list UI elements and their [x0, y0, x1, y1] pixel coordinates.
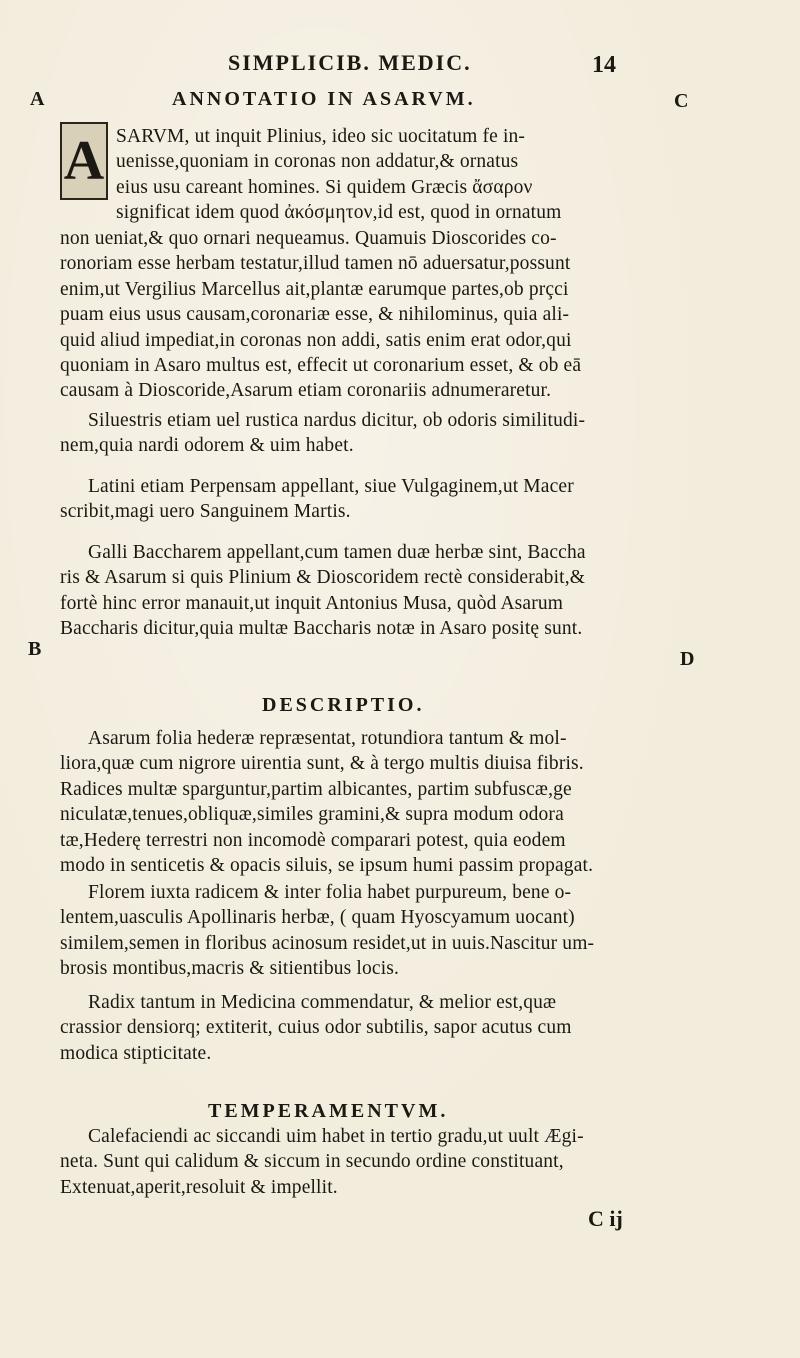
text-line: Florem iuxta radicem & inter folia habet purpureum, bene o- — [88, 882, 572, 903]
margin-letter-b: B — [28, 638, 42, 660]
decorated-initial: A — [60, 122, 108, 200]
margin-letter-a: A — [30, 88, 45, 110]
text-line: non ueniat,& quo ornari nequeamus. Quamuis Dioscorides co- — [60, 228, 557, 249]
annotation-title: ANNOTATIO IN ASARVM. — [172, 88, 476, 110]
running-head: SIMPLICIB. MEDIC. — [228, 50, 472, 75]
text-line: eius usu careant homines. Si quidem Græcis ἄσαρον — [116, 176, 533, 198]
page-number: 14 — [592, 52, 616, 78]
text-line: scribit,magi uero Sanguinem Martis. — [60, 501, 351, 523]
text-line: quid aliud impediat,in coronas non addi, satis enim erat odor,qui — [60, 329, 572, 351]
text-line: SARVM, ut inquit Plinius, ideo sic uocitatum fe in- — [116, 126, 526, 147]
text-line: Latini etiam Perpensam appellant, siue Vulgaginem,ut Macer — [88, 476, 574, 497]
text-line: liora,quæ cum nigrore uirentia sunt, & à tergo multis diuisa fibris. — [60, 753, 584, 775]
text-line: similem,semen in floribus acinosum residet,ut in uuis.Nascitur um- — [60, 932, 595, 954]
paragraph-asarum-name — [60, 226, 640, 404]
text-line: tæ,Hederę terrestri non incomodè comparari potest, quia eodem — [60, 829, 566, 851]
text-line: Extenuat,aperit,resoluit & impellit. — [60, 1176, 338, 1198]
text-line: Radix tantum in Medicina commendatur, & melior est,quæ — [88, 992, 557, 1013]
text-line: crassior densiorq; extiterit, cuius odor subtilis, sapor acutus cum — [60, 1017, 572, 1039]
text-line: brosis montibus,macris & sitientibus locis. — [60, 958, 400, 980]
text-line: Siluestris etiam uel rustica nardus dicitur, ob odoris similitudi- — [88, 410, 586, 431]
paragraph-baccharis — [60, 540, 640, 642]
paragraph-silvestris-nardus — [60, 408, 640, 459]
text-line: significat idem quod ἀκόσμητον,id est, quod in ornatum — [116, 202, 562, 224]
paragraph-radix — [60, 990, 640, 1066]
paragraph-asarum-name-opening — [60, 124, 640, 226]
text-line: Baccharis dicitur,quia multæ Baccharis notæ in Asaro positę sunt. — [60, 618, 583, 640]
text-line: ronoriam esse herbam testatur,illud tamen nō aduersatur,possunt — [60, 253, 571, 275]
text-line: ris & Asarum si quis Plinium & Dioscoridem rectè considerabit,& — [60, 567, 586, 589]
text-line: modica stipticitate. — [60, 1042, 212, 1064]
text-line: neta. Sunt qui calidum & siccum in secundo ordine constituant, — [60, 1151, 564, 1173]
text-line: uenisse,quoniam in coronas non addatur,& ornatus — [116, 151, 519, 173]
paragraph-perpensa — [60, 474, 640, 525]
temperamentum-heading: TEMPERAMENTVM. — [208, 1100, 449, 1122]
margin-letter-d: D — [680, 648, 695, 670]
text-line: causam à Dioscoride,Asarum etiam coronariis adnumeraretur. — [60, 380, 552, 402]
paragraph-description-leaves — [60, 726, 640, 878]
text-line: Calefaciendi ac siccandi uim habet in tertio gradu,ut uult Ægi- — [88, 1126, 584, 1147]
paragraph-description-flower — [60, 880, 640, 982]
text-line: enim,ut Vergilius Marcellus ait,plantæ earumque partes,ob prçci — [60, 278, 569, 300]
text-line: lentem,uasculis Apollinaris herbæ, ( quam Hyoscyamum uocant) — [60, 907, 575, 929]
text-line: puam eius usus causam,coronariæ esse, & nihilominus, quia ali- — [60, 304, 570, 326]
text-line: fortè hinc error manauit,ut inquit Antonius Musa, quòd Asarum — [60, 592, 564, 614]
text-line: Radices multæ sparguntur,partim albicantes, partim subfuscæ,ge — [60, 778, 572, 800]
descriptio-heading: DESCRIPTIO. — [262, 694, 425, 716]
text-line: Galli Baccharem appellant,cum tamen duæ herbæ sint, Baccha — [88, 542, 586, 563]
text-line: Asarum folia hederæ repræsentat, rotundiora tantum & mol- — [88, 728, 567, 749]
margin-letter-c: C — [674, 90, 689, 112]
paragraph-temperamentum — [60, 1124, 640, 1200]
signature-mark: C ij — [588, 1206, 623, 1231]
text-line: nem,quia nardi odorem & uim habet. — [60, 435, 354, 457]
text-line: modo in senticetis & opacis siluis, se ipsum humi passim propagat. — [60, 855, 594, 877]
text-line: niculatæ,tenues,obliquæ,similes gramini,& supra modum odora — [60, 804, 564, 826]
text-line: quoniam in Asaro multus est, effecit ut coronarium esset, & ob eā — [60, 355, 582, 377]
